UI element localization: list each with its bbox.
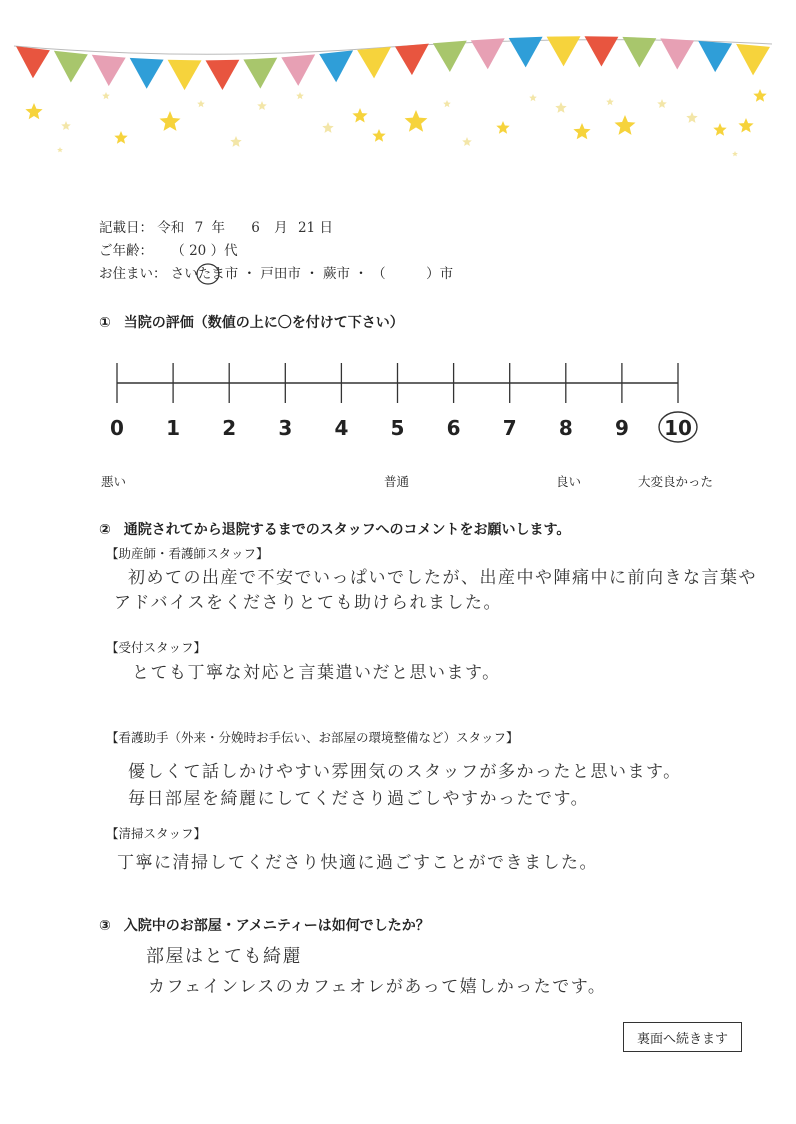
star-icon bbox=[230, 136, 241, 147]
bunting-flag bbox=[357, 47, 391, 78]
q3-title: ③ 入院中のお部屋・アメニティーは如何でしたか？ bbox=[99, 918, 430, 934]
comment-reception-line1: とても丁寧な対応と言葉遣いだと思います。 bbox=[132, 663, 501, 683]
comment-cleaning-line1: 丁寧に清掃してくださり快適に過ごすことができました。 bbox=[117, 853, 598, 873]
residence-label: お住まい： bbox=[99, 266, 167, 282]
comment-midwife-nurse-line1: 初めての出産で不安でいっぱいでしたが、出産中や陣痛中に前向きな言葉や bbox=[128, 568, 757, 588]
stars-decoration bbox=[25, 89, 766, 156]
star-icon bbox=[496, 121, 509, 134]
rating-label-4: 4 bbox=[334, 416, 349, 440]
day-unit: 日 bbox=[319, 220, 333, 236]
bunting-flag bbox=[622, 37, 656, 68]
bunting-flag bbox=[433, 41, 467, 72]
star-icon bbox=[405, 110, 428, 132]
entry-date-day: 21 bbox=[297, 220, 316, 236]
entry-date-year: 7 bbox=[194, 220, 204, 236]
star-icon bbox=[25, 103, 42, 119]
rating-label-0: 0 bbox=[110, 416, 124, 440]
staff-label-reception: 【受付スタッフ】 bbox=[106, 640, 207, 655]
rating-label-5: 5 bbox=[390, 416, 405, 440]
age-open: （ bbox=[171, 243, 185, 259]
rating-scale bbox=[100, 355, 720, 455]
comment-nursing-assistant-line1: 優しくて話しかけやすい雰囲気のスタッフが多かったと思います。 bbox=[128, 762, 682, 782]
comment-midwife-nurse-line2: アドバイスをくださりとても助けられました。 bbox=[114, 593, 502, 613]
star-icon bbox=[296, 92, 304, 99]
rating-label-7: 7 bbox=[502, 416, 517, 440]
bunting-flag bbox=[16, 46, 50, 78]
star-icon bbox=[61, 121, 71, 130]
residence-option-other: （ ）市 bbox=[372, 266, 454, 282]
star-icon bbox=[573, 123, 590, 139]
staff-label-nursing-assistant: 【看護助手（外来・分娩時お手伝い、お部屋の環境整備など）スタッフ】 bbox=[106, 730, 519, 745]
bunting-flag bbox=[660, 38, 694, 69]
star-icon bbox=[615, 115, 636, 135]
rating-label-8: 8 bbox=[558, 416, 573, 440]
residence-selected-circle bbox=[195, 262, 221, 286]
bunting-decoration bbox=[0, 0, 796, 170]
year-unit: 年 bbox=[211, 220, 225, 236]
bunting-flag bbox=[319, 50, 353, 82]
star-icon bbox=[322, 122, 333, 133]
q2-title: ② 通院されてから退院するまでのスタッフへのコメントをお願いします。 bbox=[99, 522, 571, 538]
bunting-flags bbox=[16, 36, 770, 90]
star-icon bbox=[257, 101, 267, 110]
q1-title: ① 当院の評価（数値の上に〇を付けて下さい） bbox=[99, 315, 404, 331]
star-icon bbox=[686, 112, 697, 123]
rating-label-9: 9 bbox=[614, 416, 629, 440]
rating-label-10: 10 bbox=[664, 416, 692, 440]
residence-option-toda: 戸田市 bbox=[260, 266, 301, 282]
bunting-flag bbox=[509, 37, 543, 68]
bunting-flag bbox=[698, 41, 732, 72]
star-icon bbox=[102, 92, 110, 99]
room-comment-line1: 部屋はとても綺麗 bbox=[146, 946, 302, 967]
star-icon bbox=[443, 100, 451, 107]
star-icon bbox=[529, 94, 537, 101]
star-icon bbox=[606, 98, 614, 105]
star-icon bbox=[114, 131, 127, 144]
entry-date-row bbox=[99, 219, 333, 237]
star-icon bbox=[555, 102, 566, 113]
bunting-flag bbox=[206, 60, 240, 90]
bunting-flag bbox=[547, 36, 581, 66]
star-icon bbox=[738, 118, 753, 133]
staff-label-cleaning: 【清掃スタッフ】 bbox=[106, 826, 207, 841]
star-icon bbox=[753, 89, 766, 102]
star-icon bbox=[57, 147, 63, 152]
bunting-flag bbox=[471, 38, 505, 69]
residence-row: お住まい： さいたま市 ・ 戸田市 ・ 蕨市 ・ （ ）市 bbox=[99, 265, 453, 283]
continue-on-back-box: 裏面へ続きます bbox=[623, 1022, 742, 1052]
scale-label-excellent: 大変良かった bbox=[638, 474, 714, 489]
age-value: 20 bbox=[189, 243, 207, 259]
entry-date-month: 6 bbox=[251, 220, 260, 236]
star-icon bbox=[372, 129, 385, 142]
residence-option-saitama: さいたま市 bbox=[171, 266, 243, 282]
comment-nursing-assistant-line2: 毎日部屋を綺麗にしてくださり過ごしやすかったです。 bbox=[128, 789, 590, 809]
rating-label-3: 3 bbox=[278, 416, 293, 440]
age-close: ）代 bbox=[210, 243, 238, 259]
star-icon bbox=[713, 123, 726, 136]
age-row bbox=[99, 242, 238, 260]
star-icon bbox=[160, 111, 181, 131]
scale-label-normal: 普通 bbox=[384, 474, 410, 489]
scale-label-bad: 悪い bbox=[101, 474, 127, 489]
bunting-flag bbox=[585, 36, 619, 66]
bunting-flag bbox=[243, 58, 277, 89]
bunting-flag bbox=[395, 44, 429, 75]
bunting-flag bbox=[54, 51, 88, 83]
bunting-flag bbox=[130, 58, 164, 89]
age-label: ご年齢： bbox=[99, 243, 153, 259]
star-icon bbox=[462, 137, 472, 146]
star-icon bbox=[732, 151, 738, 156]
bunting-flag bbox=[92, 55, 126, 86]
scale-label-good: 良い bbox=[556, 474, 582, 489]
rating-label-2: 2 bbox=[222, 416, 237, 440]
rating-label-6: 6 bbox=[446, 416, 461, 440]
bunting-string bbox=[14, 40, 772, 55]
star-icon bbox=[657, 99, 667, 108]
staff-label-midwife-nurse: 【助産師・看護師スタッフ】 bbox=[106, 546, 269, 561]
star-icon bbox=[197, 100, 205, 107]
entry-date-era: 令和 bbox=[157, 220, 185, 236]
bunting-flag bbox=[168, 60, 202, 90]
room-comment-line2: カフェインレスのカフェオレがあって嬉しかったです。 bbox=[148, 977, 607, 997]
rating-label-1: 1 bbox=[166, 416, 181, 440]
entry-date-label: 記載日： bbox=[99, 220, 153, 236]
bunting-flag bbox=[736, 44, 770, 75]
month-unit: 月 bbox=[274, 220, 288, 236]
star-icon bbox=[352, 108, 367, 123]
residence-option-warabi: 蕨市 bbox=[322, 266, 350, 282]
bunting-flag bbox=[281, 54, 315, 85]
